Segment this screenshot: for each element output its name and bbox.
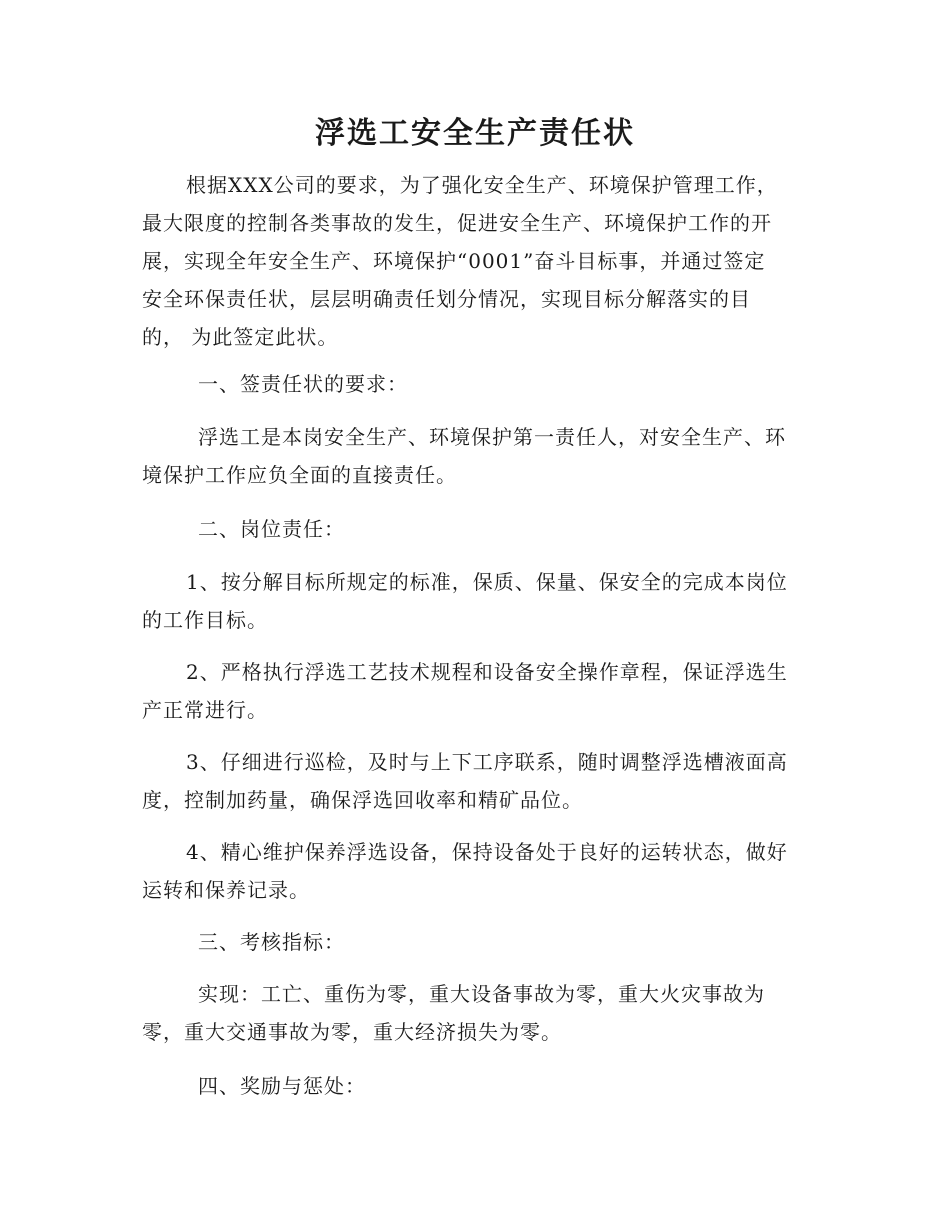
intro-paragraph [142, 166, 810, 356]
duty-item-2 [142, 653, 810, 729]
section4-heading: 四、奖励与惩处： [198, 1074, 366, 1098]
duty-item-3 [142, 743, 810, 819]
intro-line-1: 根据XXX公司的要求，为了强化安全生产、环境保护管理工作， [186, 173, 778, 197]
duty3-line-2: 度，控制加药量，确保浮选回收率和精矿品位。 [142, 788, 583, 812]
section3-line-2: 零，重大交通事故为零，重大经济损失为零。 [142, 1020, 562, 1044]
duty4-line-1: 4、精心维护保养浮选设备，保持设备处于良好的运转状态，做好 [186, 840, 788, 864]
duty3-line-1: 3、仔细进行巡检，及时与上下工序联系，随时调整浮选槽液面高 [186, 750, 788, 774]
duty-item-1 [142, 563, 810, 639]
section3-line-1: 实现：工亡、重伤为零，重大设备事故为零，重大火灾事故为 [198, 982, 765, 1006]
duty1-line-2: 的工作目标。 [142, 608, 268, 632]
section1-line-1: 浮选工是本岗安全生产、环境保护第一责任人，对安全生产、环 [198, 425, 786, 449]
section3-paragraph [142, 975, 810, 1051]
section3-heading: 三、考核指标： [198, 930, 345, 954]
document-title: 浮选工安全生产责任状 [315, 116, 635, 151]
duty1-line-1: 1、按分解目标所规定的标准，保质、保量、保安全的完成本岗位 [186, 570, 788, 594]
duty2-line-1: 2、严格执行浮选工艺技术规程和设备安全操作章程，保证浮选生 [186, 660, 788, 684]
intro-line-4: 安全环保责任状，层层明确责任划分情况，实现目标分解落实的目 [142, 287, 751, 311]
section2-heading: 二、岗位责任： [198, 517, 345, 541]
section1-heading: 一、签责任状的要求： [198, 372, 408, 396]
section1-paragraph [142, 418, 810, 494]
duty2-line-2: 产正常进行。 [142, 698, 268, 722]
intro-line-5: 的， 为此签定此状。 [142, 325, 339, 349]
intro-line-2: 最大限度的控制各类事故的发生，促进安全生产、环境保护工作的开 [142, 211, 772, 235]
intro-line-3: 展，实现全年安全生产、环境保护“0001”奋斗目标事，并通过签定 [142, 249, 766, 273]
duty-item-4 [142, 833, 810, 909]
duty4-line-2: 运转和保养记录。 [142, 878, 310, 902]
section1-line-2: 境保护工作应负全面的直接责任。 [142, 463, 457, 487]
